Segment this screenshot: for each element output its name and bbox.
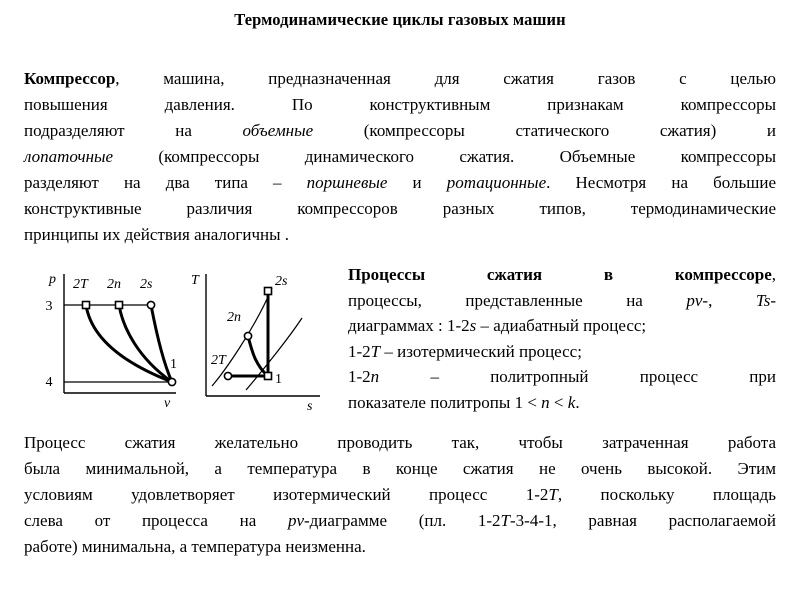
pv-marker-2s xyxy=(147,301,154,308)
side-row-2 xyxy=(348,288,776,314)
ts-label-2T: 2T xyxy=(211,353,226,368)
closing-text-3a: условиям удовлетворяет изотермический процесс 1-2 xyxy=(24,485,549,504)
ts-marker-2n xyxy=(244,332,251,339)
ts-diagram xyxy=(191,273,320,413)
term-rotary: ротационные xyxy=(446,173,547,192)
intro-row-4 xyxy=(24,144,776,170)
intro-text-1: , машина, предназначенная для сжатия газов с целью xyxy=(115,69,776,88)
side-text-3: диаграммах : xyxy=(348,316,443,335)
pv-xlabel: v xyxy=(164,396,171,411)
isothermal-code: 1-2 xyxy=(348,341,371,361)
intro-row-5 xyxy=(24,170,776,196)
closing-row-1 xyxy=(24,430,776,456)
pv-label-2s: 2s xyxy=(140,277,153,292)
pv-symbol: pv xyxy=(686,290,703,310)
adiabatic-desc: – адиабатный процесс; xyxy=(480,316,647,335)
period-symbol: . xyxy=(575,392,580,412)
pv-dash: - xyxy=(702,290,709,310)
ts-dash: - xyxy=(770,290,777,310)
page-title: Термодинамические циклы газовых машин xyxy=(234,10,566,29)
intro-text-7: принципы их действия аналогичны . xyxy=(24,225,290,244)
pv-label-2T: 2T xyxy=(73,277,88,292)
pv-label-1: 1 xyxy=(170,357,177,372)
ts-symbol: Ts xyxy=(755,290,771,310)
intro-row-6 xyxy=(24,196,776,222)
closing-text-3b: , поскольку площадь xyxy=(557,485,776,504)
closing-text-2: была минимальной, а температура в конце сжатия не очень высокой. Этим xyxy=(24,459,776,478)
adiabatic-code: 1-2 xyxy=(446,316,470,335)
intro-row-2 xyxy=(24,92,776,118)
ts-label-2n: 2n xyxy=(227,310,241,325)
side-row-3 xyxy=(348,313,776,339)
adiabatic-sub: s xyxy=(469,316,477,335)
pv-diagram xyxy=(46,272,178,411)
polytropic-desc: – политропный процесс при xyxy=(430,367,776,386)
closing-text-1: Процесс сжатия желательно проводить так, чтобы затраченная работа xyxy=(24,433,776,452)
closing-paragraph xyxy=(24,430,776,560)
closing-text-4c: -3-4-1, равная располагаемой xyxy=(510,511,777,530)
intro-text-5a: разделяют на два типа – xyxy=(24,173,307,192)
thermodynamic-diagrams xyxy=(24,258,329,413)
intro-text-2: повышения давления. По конструктивным признакам компрессоры xyxy=(24,95,776,114)
isothermal-desc: – изотермический процесс; xyxy=(384,341,582,361)
ts-marker-1 xyxy=(265,373,272,380)
side-row-4 xyxy=(348,339,776,365)
pv-marker-2T xyxy=(83,302,90,309)
ts-curve-1-2n-polytropic xyxy=(248,336,268,376)
side-row-6 xyxy=(348,390,776,416)
lt-symbol: < xyxy=(553,392,564,412)
side-text-2: процессы, представленные на xyxy=(348,290,643,310)
side-row-1 xyxy=(348,262,776,288)
closing-text-4a: слева от процесса на xyxy=(24,511,288,530)
term-piston: поршневые xyxy=(306,173,388,192)
closing-text-5: работе) минимальна, а температура неизменна. xyxy=(24,537,366,556)
bold-compressor: Компрессор xyxy=(24,69,116,88)
k-symbol: k xyxy=(567,392,576,412)
ts-label-2s: 2s xyxy=(275,274,288,289)
isothermal-sub: T xyxy=(370,341,381,361)
pv-symbol-2: pv xyxy=(287,511,304,530)
closing-T-2: T xyxy=(500,511,510,530)
pv-comma: , xyxy=(708,290,713,310)
closing-row-5 xyxy=(24,534,776,560)
closing-row-2 xyxy=(24,456,776,482)
ts-label-1: 1 xyxy=(275,372,282,387)
polytropic-sub: n xyxy=(370,367,380,386)
ts-xlabel: s xyxy=(307,399,313,413)
intro-paragraph-body xyxy=(24,66,776,248)
closing-row-4 xyxy=(24,508,776,534)
closing-text-4b: -диаграмме (пл. 1-2 xyxy=(304,511,501,530)
pv-ytick-4: 4 xyxy=(45,375,53,390)
intro-text-6: конструктивные различия компрессоров разных типов, термодинамические xyxy=(24,199,776,218)
ts-marker-2T xyxy=(224,372,231,379)
intro-text-5b: и xyxy=(387,173,447,192)
pv-marker-2n xyxy=(116,302,123,309)
term-volumetric: объемные xyxy=(242,121,314,140)
intro-text-3a: подразделяют на xyxy=(24,121,243,140)
intro-text-3b: (компрессоры статического сжатия) и xyxy=(313,121,776,140)
term-bladed: лопаточные xyxy=(24,147,114,166)
closing-row-3 xyxy=(24,482,776,508)
closing-T-1: T xyxy=(548,485,558,504)
pv-ytick-3: 3 xyxy=(45,299,53,314)
diagrams-svg xyxy=(24,258,329,413)
side-heading-comma: , xyxy=(771,265,776,284)
n-symbol: n xyxy=(541,392,550,412)
intro-row-1 xyxy=(24,66,776,92)
side-heading: Процессы сжатия в компрессоре xyxy=(348,265,772,284)
side-description xyxy=(348,262,776,415)
side-row-5 xyxy=(348,364,776,390)
ts-ylabel: T xyxy=(191,273,199,288)
intro-text-5c: . Несмотря на большие xyxy=(546,173,776,192)
intro-row-3 xyxy=(24,118,776,144)
pv-marker-1 xyxy=(168,378,175,385)
ts-marker-2s xyxy=(265,288,272,295)
intro-text-4: (компрессоры динамического сжатия. Объемные компрессоры xyxy=(113,147,776,166)
pv-ylabel: p xyxy=(49,272,56,287)
pv-curve-2s-adiabatic xyxy=(151,305,172,382)
intro-row-7 xyxy=(24,222,776,248)
polytropic-code: 1-2 xyxy=(348,367,371,386)
pv-label-2n: 2n xyxy=(107,277,121,292)
polytropic-index-text: показателе политропы 1 < xyxy=(348,392,537,412)
